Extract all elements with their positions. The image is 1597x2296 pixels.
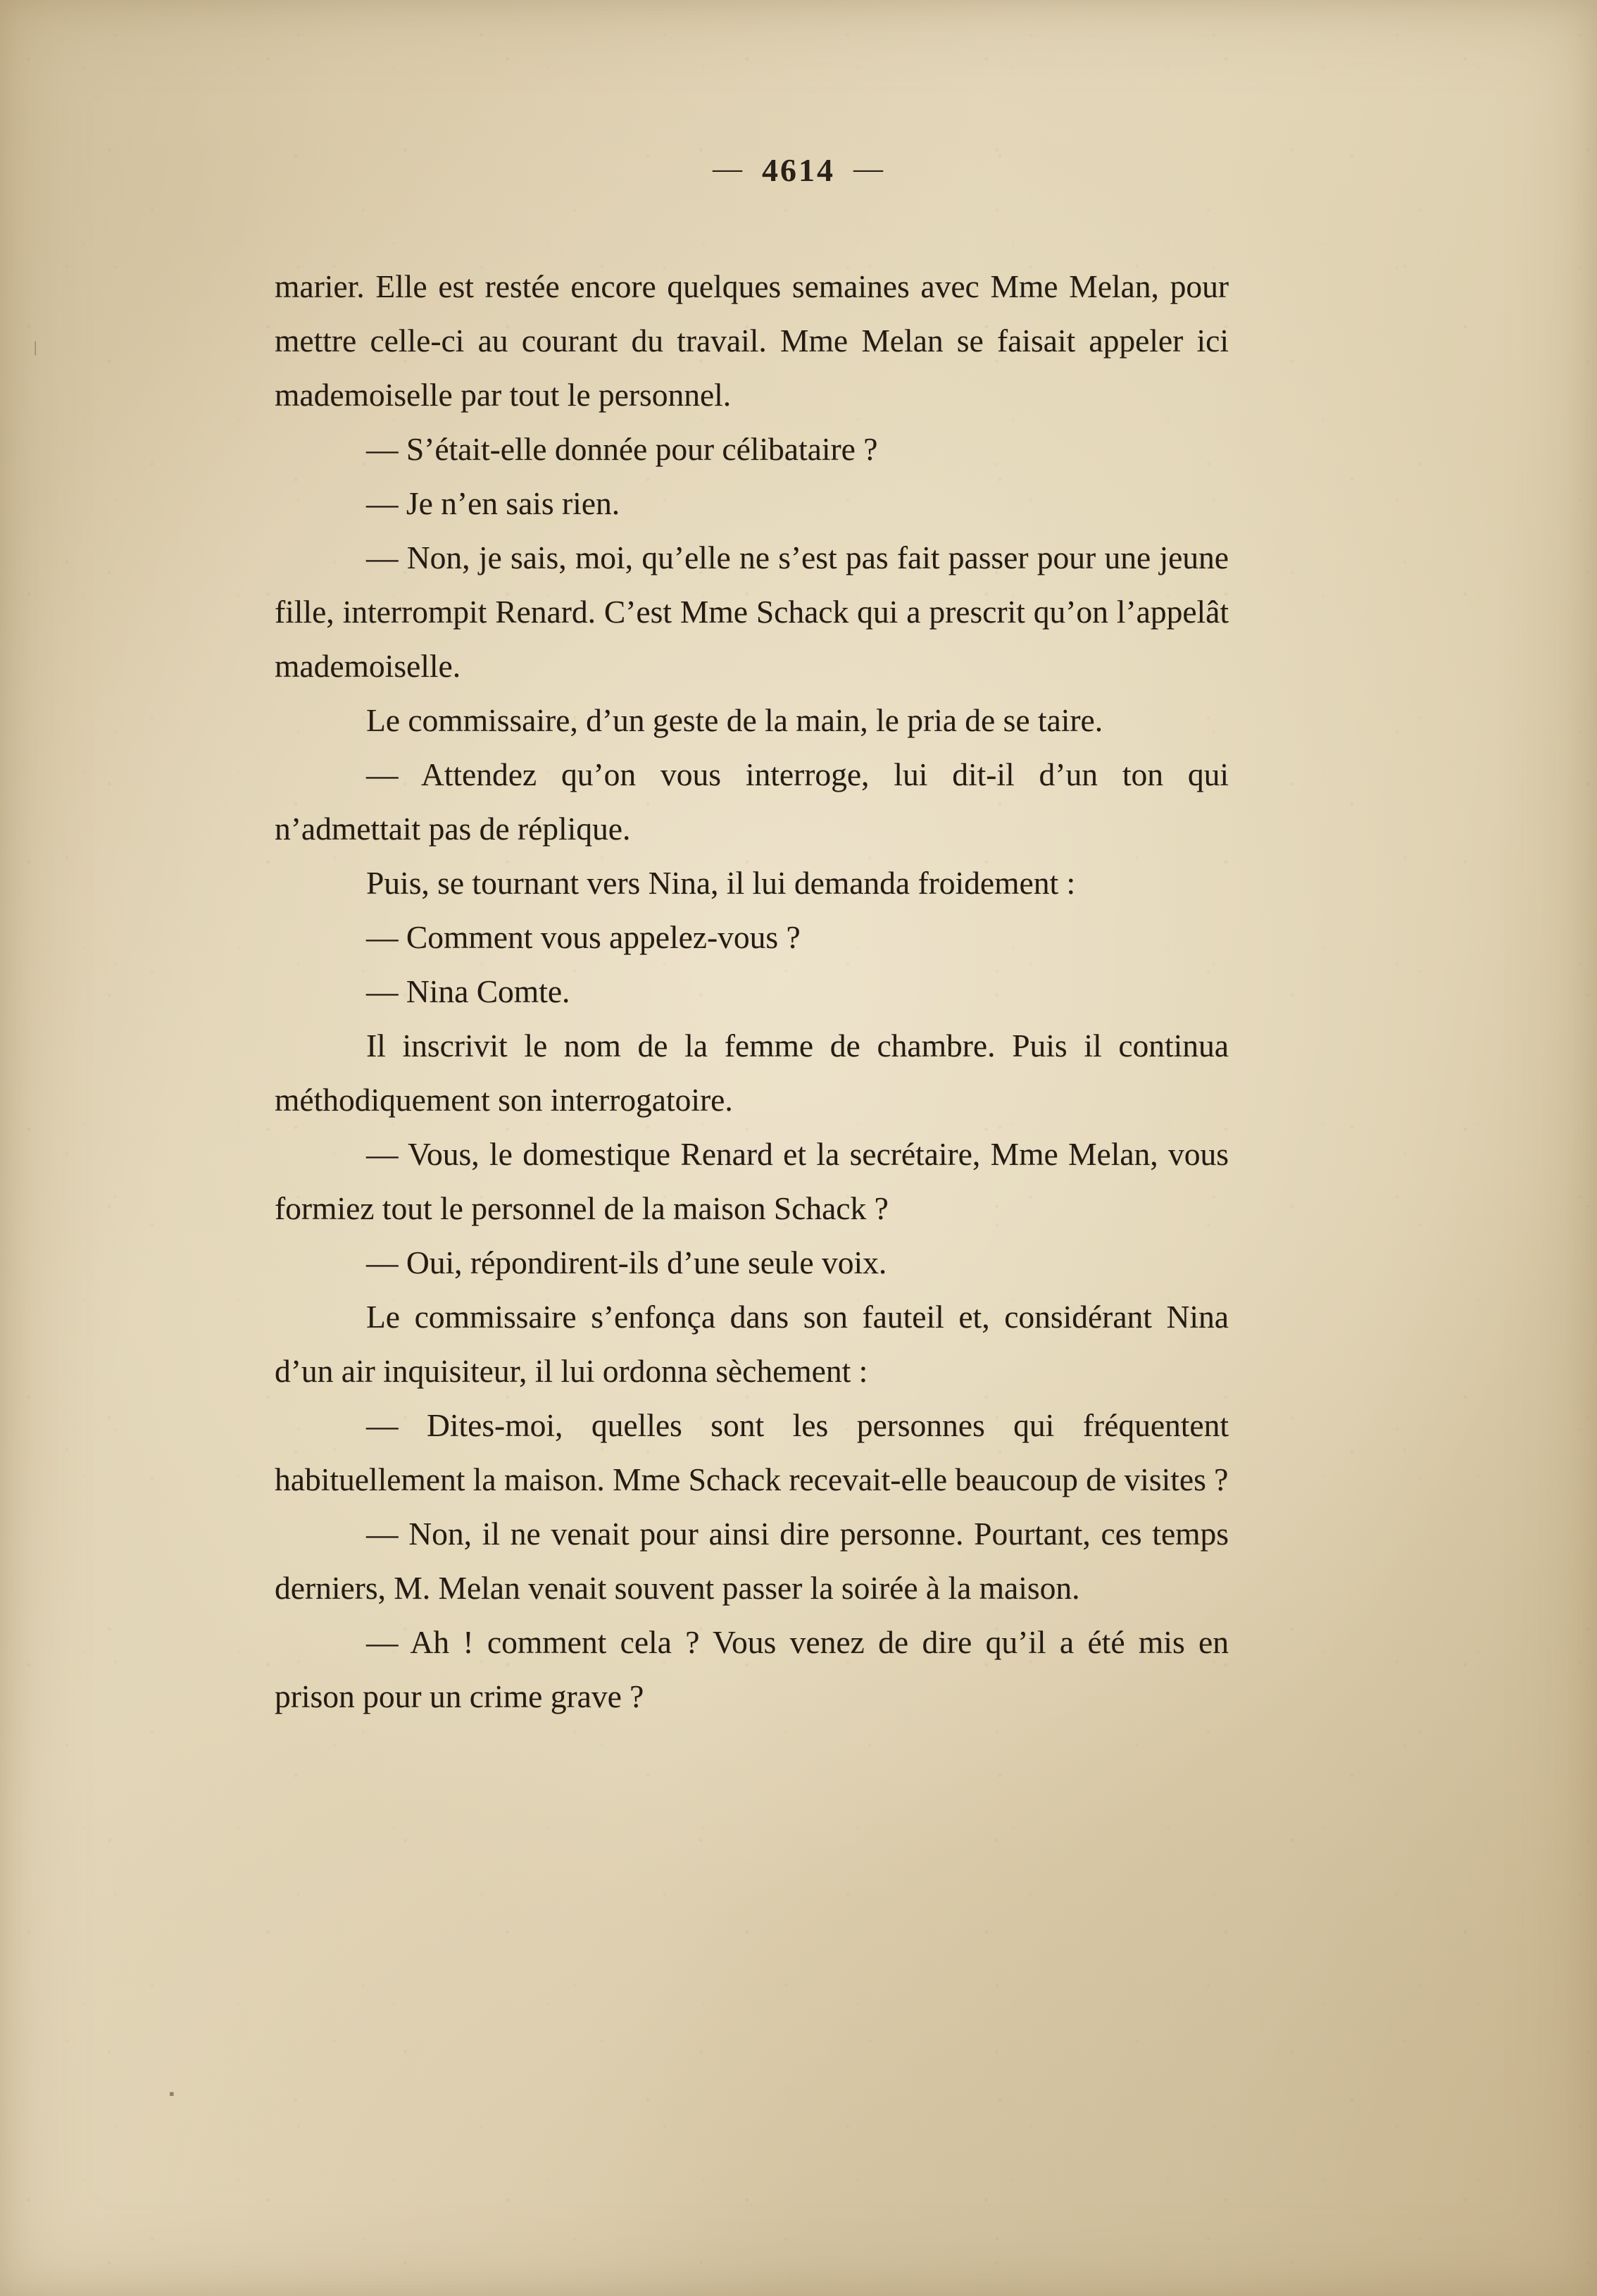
paragraph: — Je n’en sais rien. [366, 485, 620, 521]
paragraph: — Oui, répondirent-ils d’une seule voix. [366, 1244, 887, 1280]
paragraph: Il inscrivit le nom de la femme de chambre. Puis il continua méthodiquement son interrogatoire. [275, 1028, 1229, 1118]
paragraph: Le commissaire, d’un geste de la main, le pria de se taire. [366, 702, 1103, 738]
paragraph: — S’était-elle donnée pour célibataire ? [366, 431, 878, 467]
paragraph: — Non, il ne venait pour ainsi dire personne. Pourtant, ces temps derniers, M. Melan venait souvent passer la soirée à la maison. [275, 1516, 1229, 1606]
paragraph: marier. Elle est restée encore quelques semaines avec Mme Melan, pour mettre celle-ci au courant du travail. Mme Melan se faisait appeler ici mademoiselle par tout le personnel. [275, 268, 1229, 413]
page-number-header [0, 151, 1597, 189]
body-text [275, 259, 1229, 1723]
paragraph: — Comment vous appelez-vous ? [366, 919, 801, 955]
paragraph: — Non, je sais, moi, qu’elle ne s’est pas fait passer pour une jeune fille, interrompit Renard. C’est Mme Schack qui a prescrit qu’on l’appelât mademoiselle. [275, 539, 1229, 684]
paragraph: — Ah ! comment cela ? Vous venez de dire qu’il a été mis en prison pour un crime grave ? [275, 1624, 1229, 1714]
paragraph: — Vous, le domestique Renard et la secrétaire, Mme Melan, vous formiez tout le personnel de la maison Schack ? [275, 1136, 1229, 1226]
margin-speck: | [34, 338, 37, 356]
paragraph: — Attendez qu’on vous interroge, lui dit-il d’un ton qui n’admettait pas de réplique. [275, 756, 1229, 847]
folio-dash-left: — [713, 153, 744, 185]
paragraph: Puis, se tournant vers Nina, il lui demanda froidement : [366, 865, 1076, 901]
paragraph: — Dites-moi, quelles sont les personnes qui fréquentent habituellement la maison. Mme Schack recevait-elle beaucoup de visites ? [275, 1407, 1229, 1497]
margin-speck: ▪ [169, 2085, 175, 2102]
folio-dash-right: — [853, 153, 884, 185]
folio-number: 4614 [762, 152, 835, 188]
paragraph: — Nina Comte. [366, 973, 570, 1009]
paragraph: Le commissaire s’enfonça dans son fauteil et, considérant Nina d’un air inquisiteur, il lui ordonna sèchement : [275, 1299, 1229, 1389]
